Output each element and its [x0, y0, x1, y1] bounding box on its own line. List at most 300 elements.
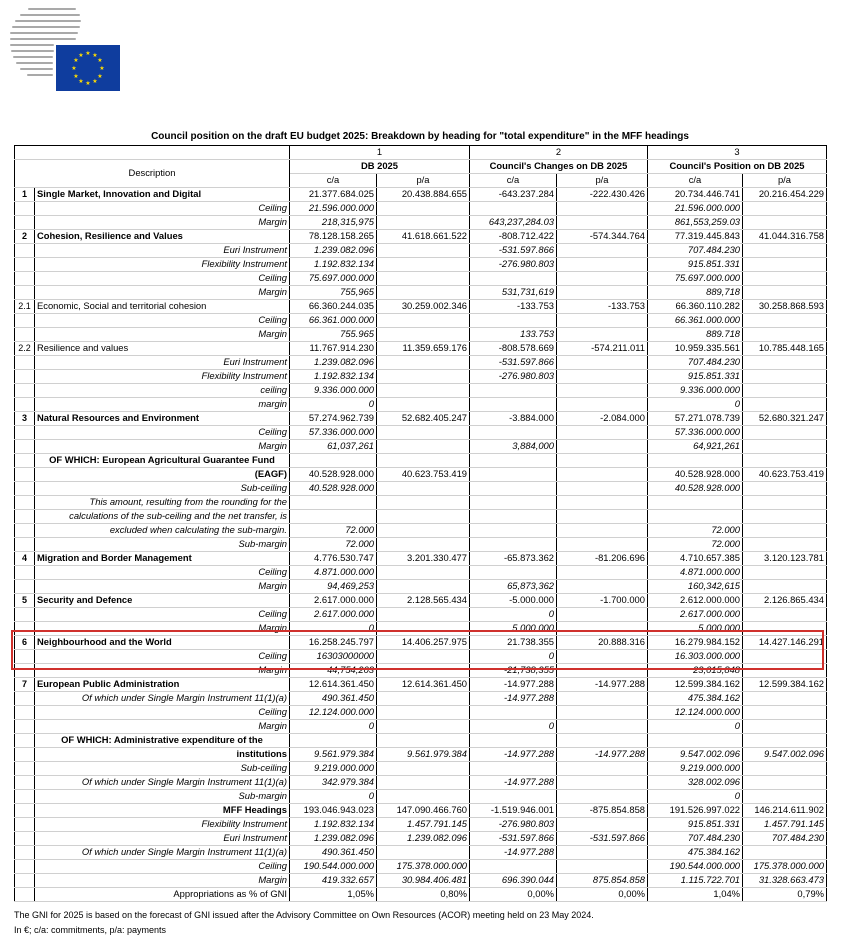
value-cell: 66.361.000.000	[290, 314, 377, 328]
row-description: Margin	[35, 622, 290, 636]
value-cell: -2.084.000	[557, 412, 648, 426]
row-description: Ceiling	[35, 650, 290, 664]
value-cell: -14.977.288	[470, 692, 557, 706]
value-cell: 0	[470, 720, 557, 734]
row-description: Flexibility Instrument	[35, 818, 290, 832]
row-description: institutions	[35, 748, 290, 762]
value-cell: 4.871.000.000	[290, 566, 377, 580]
value-cell	[557, 608, 648, 622]
row-description: Ceiling	[35, 860, 290, 874]
table-row	[15, 398, 827, 412]
value-cell: 31.328.663.473	[743, 874, 827, 888]
table-row	[15, 314, 827, 328]
value-cell	[377, 370, 470, 384]
table-row	[15, 804, 827, 818]
row-number	[15, 426, 35, 440]
row-description: Of which under Single Margin Instrument 11(1)(a)	[35, 692, 290, 706]
row-description: Margin	[35, 664, 290, 678]
row-description: Cohesion, Resilience and Values	[35, 230, 290, 244]
value-cell: 12.124.000.000	[290, 706, 377, 720]
value-cell	[377, 608, 470, 622]
value-cell	[557, 454, 648, 468]
row-number	[15, 524, 35, 538]
value-cell: 21.738.355	[470, 636, 557, 650]
value-cell: 16303000000	[290, 650, 377, 664]
value-cell: 147.090.466.760	[377, 804, 470, 818]
svg-text:★: ★	[71, 65, 77, 72]
row-number	[15, 846, 35, 860]
value-cell: 9.547.002.096	[743, 748, 827, 762]
value-cell: -14.977.288	[470, 846, 557, 860]
value-cell	[470, 272, 557, 286]
value-cell: 1.239.082.096	[290, 244, 377, 258]
value-cell	[743, 496, 827, 510]
value-cell	[648, 496, 743, 510]
row-description: Ceiling	[35, 706, 290, 720]
value-cell	[557, 790, 648, 804]
value-cell	[557, 622, 648, 636]
value-cell: 21.596.000.000	[648, 202, 743, 216]
value-cell: 0,00%	[470, 888, 557, 902]
row-description: Ceiling	[35, 272, 290, 286]
value-cell	[557, 566, 648, 580]
row-description: excluded when calculating the sub-margin.	[35, 524, 290, 538]
value-cell: 193.046.943.023	[290, 804, 377, 818]
row-description: Sub-margin	[35, 538, 290, 552]
value-cell	[557, 328, 648, 342]
value-cell: 40.528.928.000	[648, 468, 743, 482]
row-description: Economic, Social and territorial cohesion	[35, 300, 290, 314]
table-row	[15, 706, 827, 720]
value-cell: 1.192.832.134	[290, 818, 377, 832]
value-cell: 2.126.865.434	[743, 594, 827, 608]
table-row	[15, 258, 827, 272]
value-cell	[743, 286, 827, 300]
row-number: 2.1	[15, 300, 35, 314]
value-cell	[470, 454, 557, 468]
row-number: 6	[15, 636, 35, 650]
value-cell: 175.378.000.000	[377, 860, 470, 874]
row-number	[15, 510, 35, 524]
table-row	[15, 692, 827, 706]
table-row	[15, 818, 827, 832]
table-row	[15, 328, 827, 342]
value-cell: 20.734.446.741	[648, 188, 743, 202]
value-cell: -5.000.000	[470, 594, 557, 608]
header-row-numbers	[15, 146, 827, 160]
value-cell: 4.776.530.747	[290, 552, 377, 566]
row-number: 3	[15, 412, 35, 426]
svg-text:★: ★	[97, 57, 103, 64]
value-cell: 889.718	[648, 328, 743, 342]
value-cell: 9.561.979.384	[377, 748, 470, 762]
table-row	[15, 384, 827, 398]
value-cell: -222.430.426	[557, 188, 648, 202]
table-row	[15, 412, 827, 426]
value-cell	[377, 566, 470, 580]
value-cell	[377, 706, 470, 720]
value-cell	[377, 762, 470, 776]
row-number	[15, 692, 35, 706]
row-description: Margin	[35, 580, 290, 594]
value-cell: -276.980.803	[470, 818, 557, 832]
value-cell	[377, 776, 470, 790]
row-description: Migration and Border Management	[35, 552, 290, 566]
table-row	[15, 216, 827, 230]
value-cell	[377, 692, 470, 706]
row-number	[15, 720, 35, 734]
value-cell: 52.682.405.247	[377, 412, 470, 426]
value-cell: -531.597.866	[557, 832, 648, 846]
value-cell	[377, 622, 470, 636]
value-cell: 9.219.000.000	[648, 762, 743, 776]
row-description: (EAGF)	[35, 468, 290, 482]
table-row	[15, 650, 827, 664]
value-cell	[557, 426, 648, 440]
column-subheader: p/a	[743, 174, 827, 188]
value-cell: 218,315,975	[290, 216, 377, 230]
table-row	[15, 300, 827, 314]
value-cell: 77.319.445.843	[648, 230, 743, 244]
table-row	[15, 482, 827, 496]
value-cell: 0	[290, 622, 377, 636]
row-description: Ceiling	[35, 314, 290, 328]
value-cell: 707.484.230	[648, 832, 743, 846]
svg-text:★: ★	[97, 73, 103, 80]
value-cell: 57.274.962.739	[290, 412, 377, 426]
value-cell: 755.965	[290, 328, 377, 342]
table-row	[15, 720, 827, 734]
value-cell: 190.544.000.000	[648, 860, 743, 874]
row-description: Margin	[35, 440, 290, 454]
value-cell	[743, 426, 827, 440]
table-row	[15, 356, 827, 370]
row-description: Margin	[35, 328, 290, 342]
value-cell	[557, 468, 648, 482]
value-cell: 755,965	[290, 286, 377, 300]
value-cell	[557, 202, 648, 216]
table-row	[15, 594, 827, 608]
value-cell: -14.977.288	[470, 678, 557, 692]
row-description: Margin	[35, 720, 290, 734]
value-cell	[557, 846, 648, 860]
value-cell: 14.427.146.291	[743, 636, 827, 650]
row-description: Of which under Single Margin Instrument 11(1)(a)	[35, 776, 290, 790]
column-subheader: c/a	[290, 174, 377, 188]
value-cell	[743, 454, 827, 468]
value-cell: 64,921,261	[648, 440, 743, 454]
row-description: Natural Resources and Environment	[35, 412, 290, 426]
row-description: calculations of the sub-ceiling and the net transfer, is	[35, 510, 290, 524]
value-cell: 1.192.832.134	[290, 258, 377, 272]
value-cell: -531.597.866	[470, 356, 557, 370]
row-number: 2.2	[15, 342, 35, 356]
table-row	[15, 538, 827, 552]
value-cell	[377, 580, 470, 594]
budget-table	[14, 145, 827, 902]
table-row	[15, 202, 827, 216]
row-number	[15, 370, 35, 384]
table-row	[15, 188, 827, 202]
table-row	[15, 734, 827, 748]
row-number	[15, 790, 35, 804]
value-cell: 57.271.078.739	[648, 412, 743, 426]
value-cell: 16.303.000.000	[648, 650, 743, 664]
table-row	[15, 286, 827, 300]
value-cell: 1.192.832.134	[290, 370, 377, 384]
value-cell: 40.623.753.419	[377, 468, 470, 482]
value-cell	[743, 776, 827, 790]
value-cell	[743, 258, 827, 272]
header-row-groups	[15, 160, 827, 174]
value-cell: 12.614.361.450	[377, 678, 470, 692]
value-cell	[290, 454, 377, 468]
value-cell	[470, 314, 557, 328]
value-cell: 0,00%	[557, 888, 648, 902]
table-row	[15, 832, 827, 846]
row-description: MFF Headings	[35, 804, 290, 818]
value-cell: 0	[648, 720, 743, 734]
table-row	[15, 762, 827, 776]
value-cell: -1.519.946.001	[470, 804, 557, 818]
svg-text:★: ★	[92, 78, 98, 85]
value-cell: 16.258.245.797	[290, 636, 377, 650]
table-row	[15, 678, 827, 692]
row-description: Single Market, Innovation and Digital	[35, 188, 290, 202]
row-number	[15, 258, 35, 272]
value-cell: 707.484.230	[648, 356, 743, 370]
table-row	[15, 580, 827, 594]
row-description: Margin	[35, 216, 290, 230]
row-number: 5	[15, 594, 35, 608]
value-cell: 66.361.000.000	[648, 314, 743, 328]
row-number	[15, 216, 35, 230]
value-cell	[377, 734, 470, 748]
value-cell	[648, 734, 743, 748]
value-cell: 191.526.997.022	[648, 804, 743, 818]
value-cell: -14.977.288	[470, 776, 557, 790]
table-row	[15, 608, 827, 622]
value-cell: 57.336.000.000	[290, 426, 377, 440]
value-cell	[470, 860, 557, 874]
value-cell	[470, 734, 557, 748]
value-cell	[557, 776, 648, 790]
column-number: 3	[648, 146, 827, 160]
value-cell	[377, 272, 470, 286]
row-number	[15, 608, 35, 622]
value-cell	[377, 356, 470, 370]
row-description: Flexibility Instrument	[35, 370, 290, 384]
table-row	[15, 846, 827, 860]
value-cell	[377, 244, 470, 258]
value-cell: 10.785.448.165	[743, 342, 827, 356]
value-cell: 490.361.450	[290, 692, 377, 706]
row-number	[15, 706, 35, 720]
row-number	[15, 888, 35, 902]
row-description: European Public Administration	[35, 678, 290, 692]
value-cell	[743, 608, 827, 622]
value-cell: 0	[470, 650, 557, 664]
row-number	[15, 566, 35, 580]
eu-council-logo	[10, 8, 112, 86]
row-number	[15, 468, 35, 482]
row-number	[15, 860, 35, 874]
value-cell	[743, 272, 827, 286]
row-description: Flexibility Instrument	[35, 258, 290, 272]
value-cell	[290, 510, 377, 524]
value-cell: 9.219.000.000	[290, 762, 377, 776]
value-cell	[557, 216, 648, 230]
value-cell	[743, 622, 827, 636]
value-cell: -1.700.000	[557, 594, 648, 608]
value-cell: 1.239.082.096	[290, 356, 377, 370]
table-row	[15, 468, 827, 482]
value-cell: 1,04%	[648, 888, 743, 902]
table-row	[15, 566, 827, 580]
row-number	[15, 762, 35, 776]
value-cell: 23,015,848	[648, 664, 743, 678]
value-cell	[743, 384, 827, 398]
value-cell	[557, 664, 648, 678]
row-number	[15, 440, 35, 454]
row-description: Margin	[35, 286, 290, 300]
row-description: Security and Defence	[35, 594, 290, 608]
value-cell: 490.361.450	[290, 846, 377, 860]
row-number	[15, 272, 35, 286]
value-cell	[557, 818, 648, 832]
row-number	[15, 832, 35, 846]
value-cell: 30.259.002.346	[377, 300, 470, 314]
svg-text:★: ★	[99, 65, 105, 72]
value-cell: 72.000	[648, 538, 743, 552]
table-row	[15, 496, 827, 510]
row-description: Euri Instrument	[35, 356, 290, 370]
value-cell	[377, 398, 470, 412]
value-cell	[470, 496, 557, 510]
value-cell: 0	[648, 790, 743, 804]
value-cell: -531.597.866	[470, 244, 557, 258]
value-cell: 696.390.044	[470, 874, 557, 888]
value-cell: 20.216.454.229	[743, 188, 827, 202]
value-cell	[470, 790, 557, 804]
column-number: 2	[470, 146, 648, 160]
value-cell: 2.617.000.000	[648, 608, 743, 622]
row-number	[15, 664, 35, 678]
value-cell	[377, 258, 470, 272]
value-cell	[557, 496, 648, 510]
table-row	[15, 622, 827, 636]
value-cell: 146.214.611.902	[743, 804, 827, 818]
table-row	[15, 860, 827, 874]
row-description: margin	[35, 398, 290, 412]
value-cell: 65,873,362	[470, 580, 557, 594]
value-cell: 40.528.928.000	[648, 482, 743, 496]
value-cell: 66.360.110.282	[648, 300, 743, 314]
description-header: Description	[15, 160, 290, 188]
table-row	[15, 230, 827, 244]
value-cell	[377, 314, 470, 328]
value-cell	[557, 244, 648, 258]
table-row	[15, 342, 827, 356]
value-cell	[743, 790, 827, 804]
value-cell	[377, 482, 470, 496]
value-cell: 4.871.000.000	[648, 566, 743, 580]
value-cell: 160,342,615	[648, 580, 743, 594]
value-cell: 40.623.753.419	[743, 468, 827, 482]
row-description: ceiling	[35, 384, 290, 398]
table-row	[15, 552, 827, 566]
row-description: Margin	[35, 874, 290, 888]
value-cell: -808.578.669	[470, 342, 557, 356]
value-cell	[557, 706, 648, 720]
value-cell	[557, 286, 648, 300]
row-number	[15, 734, 35, 748]
value-cell: 14.406.257.975	[377, 636, 470, 650]
row-number: 7	[15, 678, 35, 692]
value-cell	[557, 524, 648, 538]
value-cell	[743, 846, 827, 860]
value-cell: 40.528.928.000	[290, 482, 377, 496]
value-cell: 2.617.000.000	[290, 608, 377, 622]
value-cell	[557, 356, 648, 370]
value-cell	[470, 468, 557, 482]
row-description: Euri Instrument	[35, 832, 290, 846]
value-cell	[377, 720, 470, 734]
value-cell	[557, 860, 648, 874]
value-cell	[648, 454, 743, 468]
value-cell: 4.710.657.385	[648, 552, 743, 566]
value-cell: 0,80%	[377, 888, 470, 902]
value-cell: 1.239.082.096	[377, 832, 470, 846]
value-cell	[470, 202, 557, 216]
value-cell: 1.457.791.145	[377, 818, 470, 832]
value-cell: 21.377.684.025	[290, 188, 377, 202]
row-number	[15, 202, 35, 216]
table-row	[15, 888, 827, 902]
value-cell: 57.336.000.000	[648, 426, 743, 440]
value-cell: 1.239.082.096	[290, 832, 377, 846]
value-cell: 41.044.316.758	[743, 230, 827, 244]
value-cell	[377, 846, 470, 860]
value-cell: 0,79%	[743, 888, 827, 902]
value-cell	[377, 496, 470, 510]
value-cell: 3,884,000	[470, 440, 557, 454]
column-number: 1	[290, 146, 470, 160]
value-cell	[470, 524, 557, 538]
value-cell: 0	[470, 608, 557, 622]
value-cell: 875.854.858	[557, 874, 648, 888]
value-cell: 66.360.244.035	[290, 300, 377, 314]
value-cell	[290, 734, 377, 748]
value-cell: -133.753	[557, 300, 648, 314]
row-description: This amount, resulting from the rounding for the	[35, 496, 290, 510]
value-cell	[470, 762, 557, 776]
value-cell: 20.888.316	[557, 636, 648, 650]
value-cell: -276.980.803	[470, 370, 557, 384]
row-number	[15, 748, 35, 762]
svg-text:★: ★	[85, 50, 91, 57]
value-cell	[743, 482, 827, 496]
svg-text:★: ★	[73, 73, 79, 80]
value-cell	[743, 566, 827, 580]
value-cell: 889,718	[648, 286, 743, 300]
value-cell: 75.697.000.000	[648, 272, 743, 286]
table-row	[15, 272, 827, 286]
value-cell	[743, 524, 827, 538]
value-cell	[743, 216, 827, 230]
table-row	[15, 454, 827, 468]
value-cell	[557, 734, 648, 748]
